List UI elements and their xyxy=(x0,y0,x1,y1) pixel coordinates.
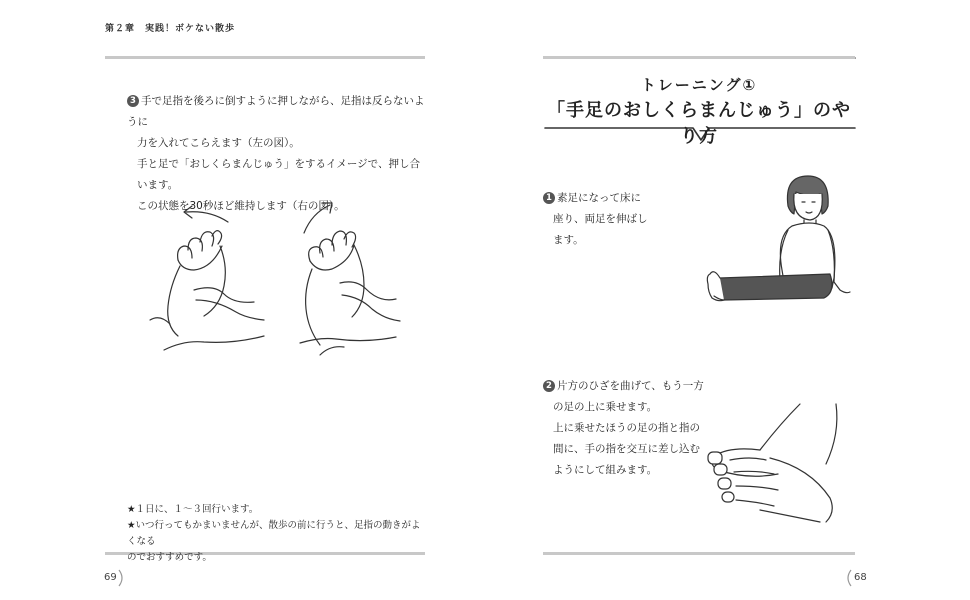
step-3-number: 3 xyxy=(127,95,139,107)
step-1-line-1: 1 素足になって床に xyxy=(543,188,683,209)
chapter-title: 実践！ボケない散歩 xyxy=(145,24,236,34)
step-2-number: 2 xyxy=(543,380,555,392)
step-3-line-2: 力を入れてこらえます（左の図）。 xyxy=(137,137,300,149)
step-2-line-2: の足の上に乗せます。 xyxy=(553,401,658,413)
step-3-line-3: 手と足で「おしくらまんじゅう」をするイメージで、押し合います。 xyxy=(137,158,420,191)
left-notes xyxy=(127,502,427,566)
page-number-bracket-right xyxy=(844,569,852,587)
step-2-line-3: 上に乗せたほうの足の指と指の xyxy=(553,422,700,434)
chapter-label: 第２章 xyxy=(105,24,136,34)
step-2-line-5: ようにして組みます。 xyxy=(553,464,658,476)
hand-foot-push-illustration-left xyxy=(150,200,270,370)
step-1-line-2: 座り、両足を伸ばし xyxy=(553,213,648,225)
step-2-line-1: 2 片方のひざを曲げて、もう一方 xyxy=(543,376,713,397)
note-line-2: ★いつ行ってもかまいませんが、散歩の前に行うと、足指の動きがよくなる xyxy=(127,520,421,547)
fingers-between-toes-illustration xyxy=(700,400,850,525)
step-3-line-1: 3 手で足指を後ろに倒すように押しながら、足指は反らないように xyxy=(127,95,425,128)
note-line-1: ★１日に、１〜３回行います。 xyxy=(127,504,259,515)
training-title: 「手足のおしくらまんじゅう」のやり方 xyxy=(547,100,851,147)
seated-woman-illustration xyxy=(700,170,850,310)
page-number-right: 68 xyxy=(854,572,867,583)
chapter-header xyxy=(105,21,235,34)
right-top-rule xyxy=(543,56,855,59)
step-1-line-3: ます。 xyxy=(553,234,584,246)
step-1-number: 1 xyxy=(543,192,555,204)
training-subtitle: トレーニング① xyxy=(640,76,758,94)
left-top-rule xyxy=(105,56,425,59)
note-line-3: のでおすすめです。 xyxy=(127,552,212,563)
step-1-block xyxy=(543,188,683,251)
hand-foot-push-illustration-right xyxy=(290,195,410,370)
page-number-bracket-left xyxy=(118,569,126,587)
right-bottom-rule xyxy=(543,552,855,555)
step-2-block xyxy=(543,376,713,481)
step-2-line-4: 間に、手の指を交互に差し込む xyxy=(553,443,700,455)
step-3-line-4: この状態を30秒ほど維持します（右の図）。 xyxy=(137,200,345,212)
page-number-left: 69 xyxy=(104,572,117,583)
